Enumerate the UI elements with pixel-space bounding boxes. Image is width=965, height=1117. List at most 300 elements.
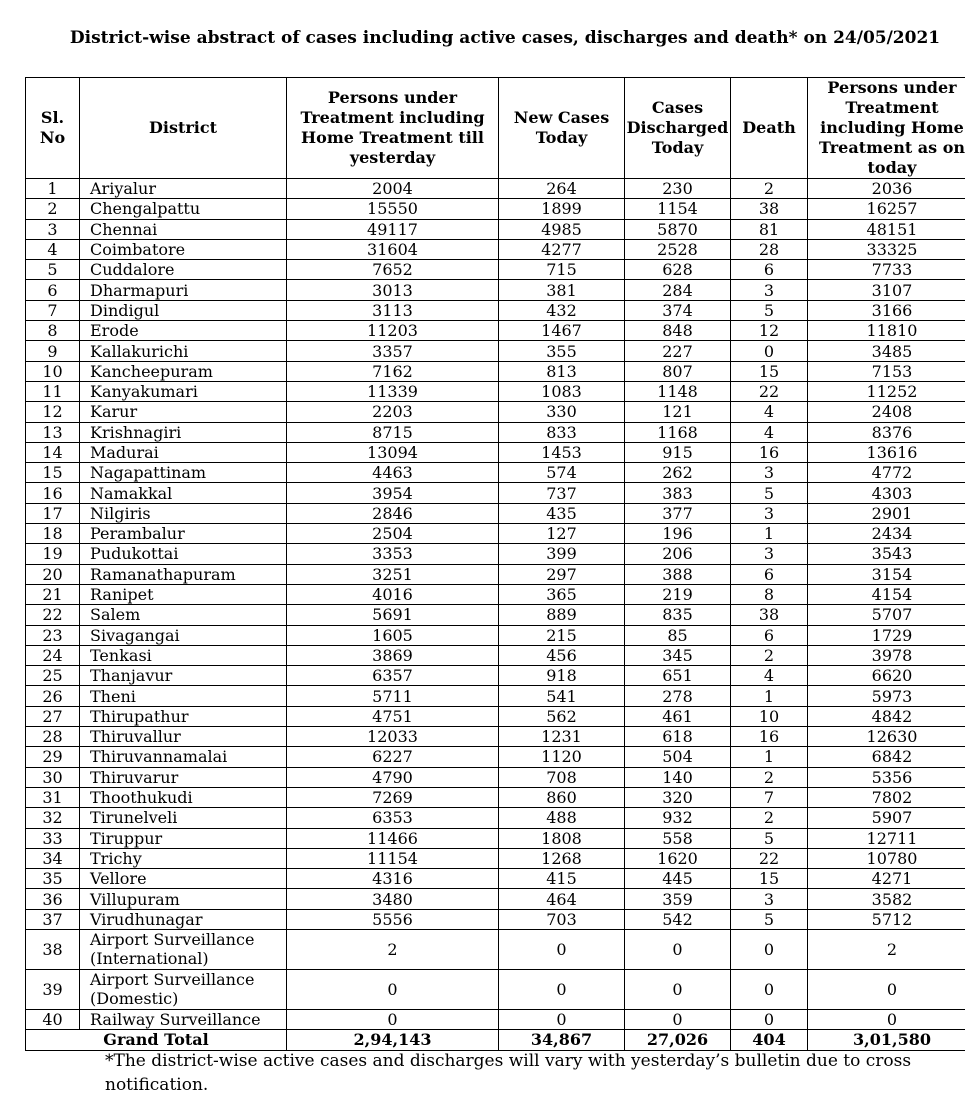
row-discharged: 1168: [625, 422, 731, 442]
row-new-cases: 737: [499, 483, 625, 503]
header-slno: Sl. No: [26, 78, 80, 179]
header-row: [26, 78, 965, 179]
row-death: 3: [731, 280, 808, 300]
row-district: Theni: [80, 686, 287, 706]
row-discharged: 651: [625, 666, 731, 686]
row-slno: 6: [26, 280, 80, 300]
row-discharged: 359: [625, 889, 731, 909]
header-prev-treatment: Persons under Treatment including Home Treatment till yesterday: [287, 78, 499, 179]
row-new-cases: 464: [499, 889, 625, 909]
row-new-cases: 381: [499, 280, 625, 300]
row-slno: 36: [26, 889, 80, 909]
row-district: Tirunelveli: [80, 808, 287, 828]
row-current-treatment: 5712: [808, 909, 965, 929]
table-row: [26, 747, 965, 767]
row-current-treatment: 13616: [808, 442, 965, 462]
row-discharged: 807: [625, 361, 731, 381]
row-prev-treatment: 8715: [287, 422, 499, 442]
row-death: 15: [731, 361, 808, 381]
grand-total-new: 34,867: [499, 1030, 625, 1050]
row-current-treatment: 11810: [808, 321, 965, 341]
row-slno: 32: [26, 808, 80, 828]
row-slno: 23: [26, 625, 80, 645]
table-row: [26, 300, 965, 320]
row-death: 6: [731, 564, 808, 584]
row-discharged: 5870: [625, 219, 731, 239]
row-new-cases: 355: [499, 341, 625, 361]
row-prev-treatment: 31604: [287, 239, 499, 259]
row-current-treatment: 2901: [808, 503, 965, 523]
row-new-cases: 562: [499, 706, 625, 726]
row-discharged: 121: [625, 402, 731, 422]
row-discharged: 1620: [625, 848, 731, 868]
row-slno: 21: [26, 584, 80, 604]
row-new-cases: 399: [499, 544, 625, 564]
row-slno: 29: [26, 747, 80, 767]
row-district: Chengalpattu: [80, 199, 287, 219]
row-death: 16: [731, 442, 808, 462]
table-row: [26, 828, 965, 848]
row-district: Tiruppur: [80, 828, 287, 848]
row-death: 5: [731, 483, 808, 503]
row-district: Ranipet: [80, 584, 287, 604]
row-district: Airport Surveillance (Domestic): [80, 969, 287, 1009]
row-discharged: 227: [625, 341, 731, 361]
row-slno: 30: [26, 767, 80, 787]
row-death: 3: [731, 503, 808, 523]
row-district: Madurai: [80, 442, 287, 462]
row-discharged: 915: [625, 442, 731, 462]
row-current-treatment: 2036: [808, 179, 965, 199]
row-district: Railway Surveillance: [80, 1009, 287, 1029]
table-row: [26, 808, 965, 828]
row-discharged: 383: [625, 483, 731, 503]
row-slno: 22: [26, 605, 80, 625]
row-slno: 11: [26, 381, 80, 401]
row-discharged: 628: [625, 260, 731, 280]
row-district: Dindigul: [80, 300, 287, 320]
row-prev-treatment: 11203: [287, 321, 499, 341]
row-new-cases: 1268: [499, 848, 625, 868]
row-prev-treatment: 2004: [287, 179, 499, 199]
row-current-treatment: 12630: [808, 727, 965, 747]
row-new-cases: 715: [499, 260, 625, 280]
row-prev-treatment: 7652: [287, 260, 499, 280]
row-district: Dharmapuri: [80, 280, 287, 300]
row-current-treatment: 2408: [808, 402, 965, 422]
row-new-cases: 574: [499, 463, 625, 483]
table-row: [26, 199, 965, 219]
district-cases-table: [25, 77, 965, 1051]
row-current-treatment: 4772: [808, 463, 965, 483]
row-new-cases: 330: [499, 402, 625, 422]
header-district: District: [80, 78, 287, 179]
row-new-cases: 1467: [499, 321, 625, 341]
row-prev-treatment: 15550: [287, 199, 499, 219]
row-new-cases: 415: [499, 869, 625, 889]
row-discharged: 219: [625, 584, 731, 604]
row-discharged: 0: [625, 969, 731, 1009]
row-death: 7: [731, 787, 808, 807]
header-current-treatment: Persons under Treatment including Home Treatment as on today: [808, 78, 965, 179]
row-slno: 4: [26, 239, 80, 259]
grand-total-discharged: 27,026: [625, 1030, 731, 1050]
row-slno: 39: [26, 969, 80, 1009]
table-row: [26, 605, 965, 625]
row-current-treatment: 5356: [808, 767, 965, 787]
row-prev-treatment: 11339: [287, 381, 499, 401]
row-prev-treatment: 5691: [287, 605, 499, 625]
row-current-treatment: 2: [808, 929, 965, 969]
row-current-treatment: 10780: [808, 848, 965, 868]
row-discharged: 345: [625, 645, 731, 665]
row-slno: 10: [26, 361, 80, 381]
row-discharged: 140: [625, 767, 731, 787]
table-row: [26, 645, 965, 665]
row-new-cases: 4985: [499, 219, 625, 239]
row-prev-treatment: 7162: [287, 361, 499, 381]
row-prev-treatment: 3869: [287, 645, 499, 665]
row-prev-treatment: 0: [287, 1009, 499, 1029]
row-discharged: 1154: [625, 199, 731, 219]
row-district: Thirupathur: [80, 706, 287, 726]
row-discharged: 445: [625, 869, 731, 889]
row-prev-treatment: 1605: [287, 625, 499, 645]
table-row: [26, 727, 965, 747]
row-district: Coimbatore: [80, 239, 287, 259]
row-death: 22: [731, 848, 808, 868]
row-prev-treatment: 49117: [287, 219, 499, 239]
row-discharged: 0: [625, 929, 731, 969]
row-death: 81: [731, 219, 808, 239]
row-discharged: 558: [625, 828, 731, 848]
row-death: 28: [731, 239, 808, 259]
row-death: 4: [731, 402, 808, 422]
row-district: Thoothukudi: [80, 787, 287, 807]
row-new-cases: 541: [499, 686, 625, 706]
row-current-treatment: 4303: [808, 483, 965, 503]
row-discharged: 196: [625, 524, 731, 544]
row-district: Sivagangai: [80, 625, 287, 645]
row-death: 1: [731, 686, 808, 706]
row-district: Pudukottai: [80, 544, 287, 564]
row-district: Villupuram: [80, 889, 287, 909]
row-slno: 17: [26, 503, 80, 523]
row-discharged: 206: [625, 544, 731, 564]
header-new-cases: New Cases Today: [499, 78, 625, 179]
row-new-cases: 264: [499, 179, 625, 199]
table-row: [26, 564, 965, 584]
row-new-cases: 889: [499, 605, 625, 625]
table-row: [26, 686, 965, 706]
row-new-cases: 1453: [499, 442, 625, 462]
row-death: 2: [731, 808, 808, 828]
row-new-cases: 1808: [499, 828, 625, 848]
row-death: 2: [731, 645, 808, 665]
row-new-cases: 0: [499, 1009, 625, 1029]
table-row: [26, 503, 965, 523]
table-row: [26, 625, 965, 645]
row-discharged: 388: [625, 564, 731, 584]
row-current-treatment: 7802: [808, 787, 965, 807]
row-death: 0: [731, 969, 808, 1009]
row-new-cases: 432: [499, 300, 625, 320]
table-row: [26, 929, 965, 969]
row-current-treatment: 3978: [808, 645, 965, 665]
row-new-cases: 708: [499, 767, 625, 787]
row-prev-treatment: 7269: [287, 787, 499, 807]
table-row: [26, 381, 965, 401]
row-current-treatment: 4154: [808, 584, 965, 604]
row-new-cases: 127: [499, 524, 625, 544]
row-new-cases: 215: [499, 625, 625, 645]
row-current-treatment: 4271: [808, 869, 965, 889]
row-current-treatment: 2434: [808, 524, 965, 544]
row-discharged: 0: [625, 1009, 731, 1029]
row-current-treatment: 33325: [808, 239, 965, 259]
row-new-cases: 1083: [499, 381, 625, 401]
row-prev-treatment: 4751: [287, 706, 499, 726]
row-discharged: 461: [625, 706, 731, 726]
row-district: Thiruvannamalai: [80, 747, 287, 767]
row-death: 2: [731, 179, 808, 199]
row-district: Nagapattinam: [80, 463, 287, 483]
row-current-treatment: 3166: [808, 300, 965, 320]
row-district: Thanjavur: [80, 666, 287, 686]
row-prev-treatment: 3013: [287, 280, 499, 300]
row-discharged: 848: [625, 321, 731, 341]
row-current-treatment: 8376: [808, 422, 965, 442]
table-row: [26, 1009, 965, 1029]
row-slno: 31: [26, 787, 80, 807]
row-slno: 38: [26, 929, 80, 969]
row-discharged: 618: [625, 727, 731, 747]
grand-total-current: 3,01,580: [808, 1030, 965, 1050]
row-new-cases: 365: [499, 584, 625, 604]
row-slno: 7: [26, 300, 80, 320]
row-death: 38: [731, 605, 808, 625]
row-district: Erode: [80, 321, 287, 341]
row-slno: 8: [26, 321, 80, 341]
row-slno: 37: [26, 909, 80, 929]
row-prev-treatment: 3954: [287, 483, 499, 503]
row-current-treatment: 0: [808, 1009, 965, 1029]
row-death: 1: [731, 524, 808, 544]
row-current-treatment: 3154: [808, 564, 965, 584]
table-row: [26, 584, 965, 604]
table-row: [26, 524, 965, 544]
row-new-cases: 813: [499, 361, 625, 381]
table-row: [26, 422, 965, 442]
table-row: [26, 179, 965, 199]
row-prev-treatment: 5556: [287, 909, 499, 929]
row-new-cases: 0: [499, 929, 625, 969]
row-slno: 15: [26, 463, 80, 483]
row-new-cases: 488: [499, 808, 625, 828]
row-slno: 9: [26, 341, 80, 361]
row-slno: 1: [26, 179, 80, 199]
row-death: 0: [731, 341, 808, 361]
row-current-treatment: 7733: [808, 260, 965, 280]
table-row: [26, 706, 965, 726]
row-new-cases: 4277: [499, 239, 625, 259]
row-district: Krishnagiri: [80, 422, 287, 442]
row-new-cases: 1120: [499, 747, 625, 767]
row-death: 6: [731, 625, 808, 645]
row-prev-treatment: 4463: [287, 463, 499, 483]
row-slno: 14: [26, 442, 80, 462]
row-new-cases: 297: [499, 564, 625, 584]
table-row: [26, 969, 965, 1009]
grand-total-prev: 2,94,143: [287, 1030, 499, 1050]
row-prev-treatment: 6353: [287, 808, 499, 828]
row-discharged: 230: [625, 179, 731, 199]
row-prev-treatment: 2846: [287, 503, 499, 523]
row-discharged: 278: [625, 686, 731, 706]
grand-total-row: [26, 1030, 965, 1050]
header-discharged: Cases Discharged Today: [625, 78, 731, 179]
row-new-cases: 918: [499, 666, 625, 686]
table-row: [26, 889, 965, 909]
row-prev-treatment: 2203: [287, 402, 499, 422]
row-discharged: 835: [625, 605, 731, 625]
row-current-treatment: 12711: [808, 828, 965, 848]
table-body: [26, 179, 965, 1030]
row-district: Trichy: [80, 848, 287, 868]
row-death: 12: [731, 321, 808, 341]
row-death: 16: [731, 727, 808, 747]
row-current-treatment: 0: [808, 969, 965, 1009]
row-discharged: 932: [625, 808, 731, 828]
row-prev-treatment: 2: [287, 929, 499, 969]
row-district: Chennai: [80, 219, 287, 239]
row-current-treatment: 1729: [808, 625, 965, 645]
row-slno: 33: [26, 828, 80, 848]
row-slno: 20: [26, 564, 80, 584]
row-district: Virudhunagar: [80, 909, 287, 929]
row-new-cases: 0: [499, 969, 625, 1009]
row-death: 3: [731, 889, 808, 909]
row-district: Airport Surveillance (International): [80, 929, 287, 969]
row-district: Cuddalore: [80, 260, 287, 280]
footnote: *The district-wise active cases and discharges will vary with yesterday’s bulletin due to cross notification.: [105, 1051, 912, 1095]
row-prev-treatment: 3113: [287, 300, 499, 320]
row-prev-treatment: 12033: [287, 727, 499, 747]
table-row: [26, 219, 965, 239]
row-new-cases: 1899: [499, 199, 625, 219]
row-death: 8: [731, 584, 808, 604]
row-death: 0: [731, 929, 808, 969]
row-discharged: 85: [625, 625, 731, 645]
row-prev-treatment: 0: [287, 969, 499, 1009]
row-discharged: 284: [625, 280, 731, 300]
row-prev-treatment: 11154: [287, 848, 499, 868]
row-discharged: 504: [625, 747, 731, 767]
header-death: Death: [731, 78, 808, 179]
row-new-cases: 435: [499, 503, 625, 523]
row-death: 38: [731, 199, 808, 219]
row-prev-treatment: 3357: [287, 341, 499, 361]
table-row: [26, 321, 965, 341]
row-current-treatment: 7153: [808, 361, 965, 381]
row-death: 10: [731, 706, 808, 726]
row-district: Kallakurichi: [80, 341, 287, 361]
row-death: 2: [731, 767, 808, 787]
row-slno: 24: [26, 645, 80, 665]
row-slno: 26: [26, 686, 80, 706]
row-death: 4: [731, 422, 808, 442]
row-district: Nilgiris: [80, 503, 287, 523]
table-row: [26, 402, 965, 422]
row-prev-treatment: 3251: [287, 564, 499, 584]
row-new-cases: 703: [499, 909, 625, 929]
row-prev-treatment: 11466: [287, 828, 499, 848]
row-new-cases: 456: [499, 645, 625, 665]
row-district: Vellore: [80, 869, 287, 889]
row-death: 1: [731, 747, 808, 767]
row-slno: 40: [26, 1009, 80, 1029]
row-district: Salem: [80, 605, 287, 625]
row-death: 0: [731, 1009, 808, 1029]
row-district: Perambalur: [80, 524, 287, 544]
table-row: [26, 544, 965, 564]
row-current-treatment: 4842: [808, 706, 965, 726]
row-prev-treatment: 6357: [287, 666, 499, 686]
row-slno: 2: [26, 199, 80, 219]
table-row: [26, 239, 965, 259]
table-row: [26, 280, 965, 300]
row-death: 5: [731, 828, 808, 848]
row-slno: 18: [26, 524, 80, 544]
row-current-treatment: 5907: [808, 808, 965, 828]
row-slno: 16: [26, 483, 80, 503]
table-row: [26, 909, 965, 929]
row-district: Karur: [80, 402, 287, 422]
row-district: Thiruvallur: [80, 727, 287, 747]
row-death: 5: [731, 300, 808, 320]
row-death: 3: [731, 463, 808, 483]
row-current-treatment: 3107: [808, 280, 965, 300]
table-row: [26, 442, 965, 462]
row-prev-treatment: 5711: [287, 686, 499, 706]
grand-total-death: 404: [731, 1030, 808, 1050]
row-discharged: 2528: [625, 239, 731, 259]
row-district: Namakkal: [80, 483, 287, 503]
row-death: 22: [731, 381, 808, 401]
row-discharged: 374: [625, 300, 731, 320]
document-title: District-wise abstract of cases including active cases, discharges and death* on 24/05/2021: [69, 28, 941, 48]
row-prev-treatment: 13094: [287, 442, 499, 462]
row-prev-treatment: 2504: [287, 524, 499, 544]
table-row: [26, 260, 965, 280]
row-district: Ariyalur: [80, 179, 287, 199]
table-row: [26, 483, 965, 503]
row-district: Ramanathapuram: [80, 564, 287, 584]
row-slno: 5: [26, 260, 80, 280]
row-current-treatment: 6842: [808, 747, 965, 767]
row-current-treatment: 48151: [808, 219, 965, 239]
grand-total-label: Grand Total: [26, 1030, 287, 1050]
row-death: 5: [731, 909, 808, 929]
row-discharged: 320: [625, 787, 731, 807]
row-prev-treatment: 4016: [287, 584, 499, 604]
row-current-treatment: 16257: [808, 199, 965, 219]
row-slno: 34: [26, 848, 80, 868]
row-current-treatment: 6620: [808, 666, 965, 686]
table-row: [26, 767, 965, 787]
row-discharged: 377: [625, 503, 731, 523]
row-district: Kanyakumari: [80, 381, 287, 401]
